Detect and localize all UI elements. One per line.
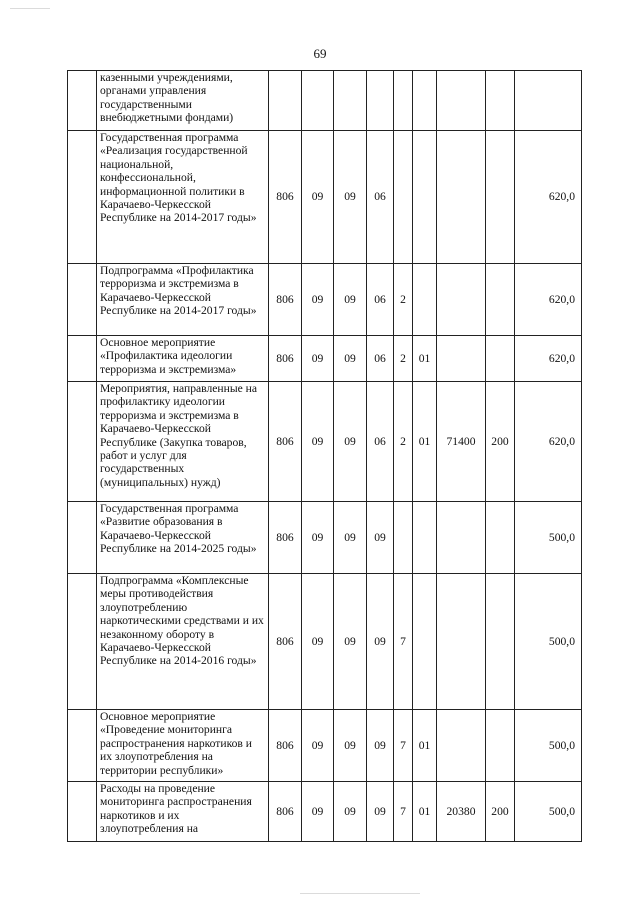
subprogram-code: 7 bbox=[394, 710, 413, 782]
subprogram-code: 2 bbox=[394, 336, 413, 382]
table-row bbox=[68, 336, 582, 382]
section-code: 09 bbox=[302, 710, 334, 782]
item-name: Мероприятия, направленные на профилактику идеологии терроризма и экстремизма в Карачаево-Черкесской Республике (Закупка товаров, работ и услуг для государственных (муниципальных) нужд) bbox=[97, 382, 269, 502]
expense-type-code bbox=[486, 336, 515, 382]
expense-type-code bbox=[486, 710, 515, 782]
subsection-code: 09 bbox=[334, 710, 367, 782]
subprogram-code bbox=[394, 502, 413, 574]
event-code: 01 bbox=[413, 336, 437, 382]
table-row bbox=[68, 131, 582, 264]
ministry-code: 806 bbox=[269, 131, 302, 264]
direction-code bbox=[437, 710, 486, 782]
event-code: 01 bbox=[413, 782, 437, 842]
subprogram-code: 7 bbox=[394, 782, 413, 842]
event-code bbox=[413, 502, 437, 574]
subsection-code: 09 bbox=[334, 264, 367, 336]
item-name: Расходы на проведение мониторинга распространения наркотиков и их злоупотребления на bbox=[97, 782, 269, 842]
ministry-code: 806 bbox=[269, 782, 302, 842]
section-code: 09 bbox=[302, 382, 334, 502]
section-code: 09 bbox=[302, 782, 334, 842]
section-code: 09 bbox=[302, 264, 334, 336]
table-row bbox=[68, 382, 582, 502]
row-marker-cell bbox=[68, 264, 97, 336]
row-marker-cell bbox=[68, 574, 97, 710]
row-marker-cell bbox=[68, 71, 97, 131]
program-code: 09 bbox=[367, 782, 394, 842]
item-name: Подпрограмма «Профилактика терроризма и экстремизма в Карачаево-Черкесской Республике на 2014-2017 годы» bbox=[97, 264, 269, 336]
event-code bbox=[413, 71, 437, 131]
direction-code bbox=[437, 131, 486, 264]
section-code: 09 bbox=[302, 131, 334, 264]
subsection-code: 09 bbox=[334, 782, 367, 842]
expense-type-code: 200 bbox=[486, 382, 515, 502]
amount bbox=[515, 71, 582, 131]
event-code bbox=[413, 131, 437, 264]
program-code: 06 bbox=[367, 336, 394, 382]
subsection-code: 09 bbox=[334, 574, 367, 710]
subsection-code: 09 bbox=[334, 336, 367, 382]
subprogram-code: 7 bbox=[394, 574, 413, 710]
budget-table bbox=[67, 70, 582, 842]
table-row bbox=[68, 782, 582, 842]
amount: 500,0 bbox=[515, 710, 582, 782]
ministry-code: 806 bbox=[269, 336, 302, 382]
section-code bbox=[302, 71, 334, 131]
expense-type-code bbox=[486, 574, 515, 710]
direction-code bbox=[437, 71, 486, 131]
item-name: Основное мероприятие «Профилактика идеологии терроризма и экстремизма» bbox=[97, 336, 269, 382]
section-code: 09 bbox=[302, 336, 334, 382]
amount: 620,0 bbox=[515, 382, 582, 502]
row-marker-cell bbox=[68, 131, 97, 264]
direction-code bbox=[437, 502, 486, 574]
scan-noise-bottom bbox=[300, 893, 420, 894]
expense-type-code: 200 bbox=[486, 782, 515, 842]
table-body bbox=[68, 71, 582, 842]
item-name: Государственная программа «Развитие образования в Карачаево-Черкесской Республике на 2014-2025 годы» bbox=[97, 502, 269, 574]
table-row bbox=[68, 502, 582, 574]
direction-code bbox=[437, 264, 486, 336]
subprogram-code: 2 bbox=[394, 382, 413, 502]
expense-type-code bbox=[486, 131, 515, 264]
subprogram-code: 2 bbox=[394, 264, 413, 336]
row-marker-cell bbox=[68, 336, 97, 382]
expense-type-code bbox=[486, 71, 515, 131]
subsection-code bbox=[334, 71, 367, 131]
direction-code: 20380 bbox=[437, 782, 486, 842]
program-code bbox=[367, 71, 394, 131]
subsection-code: 09 bbox=[334, 502, 367, 574]
section-code: 09 bbox=[302, 574, 334, 710]
ministry-code: 806 bbox=[269, 710, 302, 782]
event-code bbox=[413, 574, 437, 710]
ministry-code: 806 bbox=[269, 574, 302, 710]
program-code: 09 bbox=[367, 502, 394, 574]
direction-code: 71400 bbox=[437, 382, 486, 502]
amount: 500,0 bbox=[515, 782, 582, 842]
ministry-code: 806 bbox=[269, 502, 302, 574]
amount: 500,0 bbox=[515, 574, 582, 710]
ministry-code bbox=[269, 71, 302, 131]
table-row bbox=[68, 710, 582, 782]
program-code: 09 bbox=[367, 574, 394, 710]
subsection-code: 09 bbox=[334, 131, 367, 264]
table-row bbox=[68, 264, 582, 336]
event-code: 01 bbox=[413, 710, 437, 782]
item-name: казенными учреждениями, органами управления государственными внебюджетными фондами) bbox=[97, 71, 269, 131]
row-marker-cell bbox=[68, 382, 97, 502]
item-name: Государственная программа «Реализация государственной национальной, конфессиональной, информационной политики в Карачаево-Черкесской Республике на 2014-2017 годы» bbox=[97, 131, 269, 264]
row-marker-cell bbox=[68, 782, 97, 842]
subprogram-code bbox=[394, 131, 413, 264]
amount: 620,0 bbox=[515, 336, 582, 382]
row-marker-cell bbox=[68, 710, 97, 782]
item-name: Подпрограмма «Комплексные меры противодействия злоупотреблению наркотическими средствами и их незаконному обороту в Карачаево-Черкесской Республике на 2014-2016 годы» bbox=[97, 574, 269, 710]
table-row bbox=[68, 71, 582, 131]
amount: 620,0 bbox=[515, 264, 582, 336]
program-code: 06 bbox=[367, 131, 394, 264]
program-code: 06 bbox=[367, 382, 394, 502]
ministry-code: 806 bbox=[269, 382, 302, 502]
row-marker-cell bbox=[68, 502, 97, 574]
amount: 620,0 bbox=[515, 131, 582, 264]
event-code: 01 bbox=[413, 382, 437, 502]
direction-code bbox=[437, 336, 486, 382]
expense-type-code bbox=[486, 264, 515, 336]
event-code bbox=[413, 264, 437, 336]
expense-type-code bbox=[486, 502, 515, 574]
page-number: 69 bbox=[313, 46, 327, 61]
subprogram-code bbox=[394, 71, 413, 131]
subsection-code: 09 bbox=[334, 382, 367, 502]
item-name: Основное мероприятие «Проведение мониторинга распространения наркотиков и их злоупотребления на территории республики» bbox=[97, 710, 269, 782]
section-code: 09 bbox=[302, 502, 334, 574]
ministry-code: 806 bbox=[269, 264, 302, 336]
amount: 500,0 bbox=[515, 502, 582, 574]
program-code: 09 bbox=[367, 710, 394, 782]
scan-noise-top bbox=[10, 8, 50, 9]
table-row bbox=[68, 574, 582, 710]
program-code: 06 bbox=[367, 264, 394, 336]
direction-code bbox=[437, 574, 486, 710]
